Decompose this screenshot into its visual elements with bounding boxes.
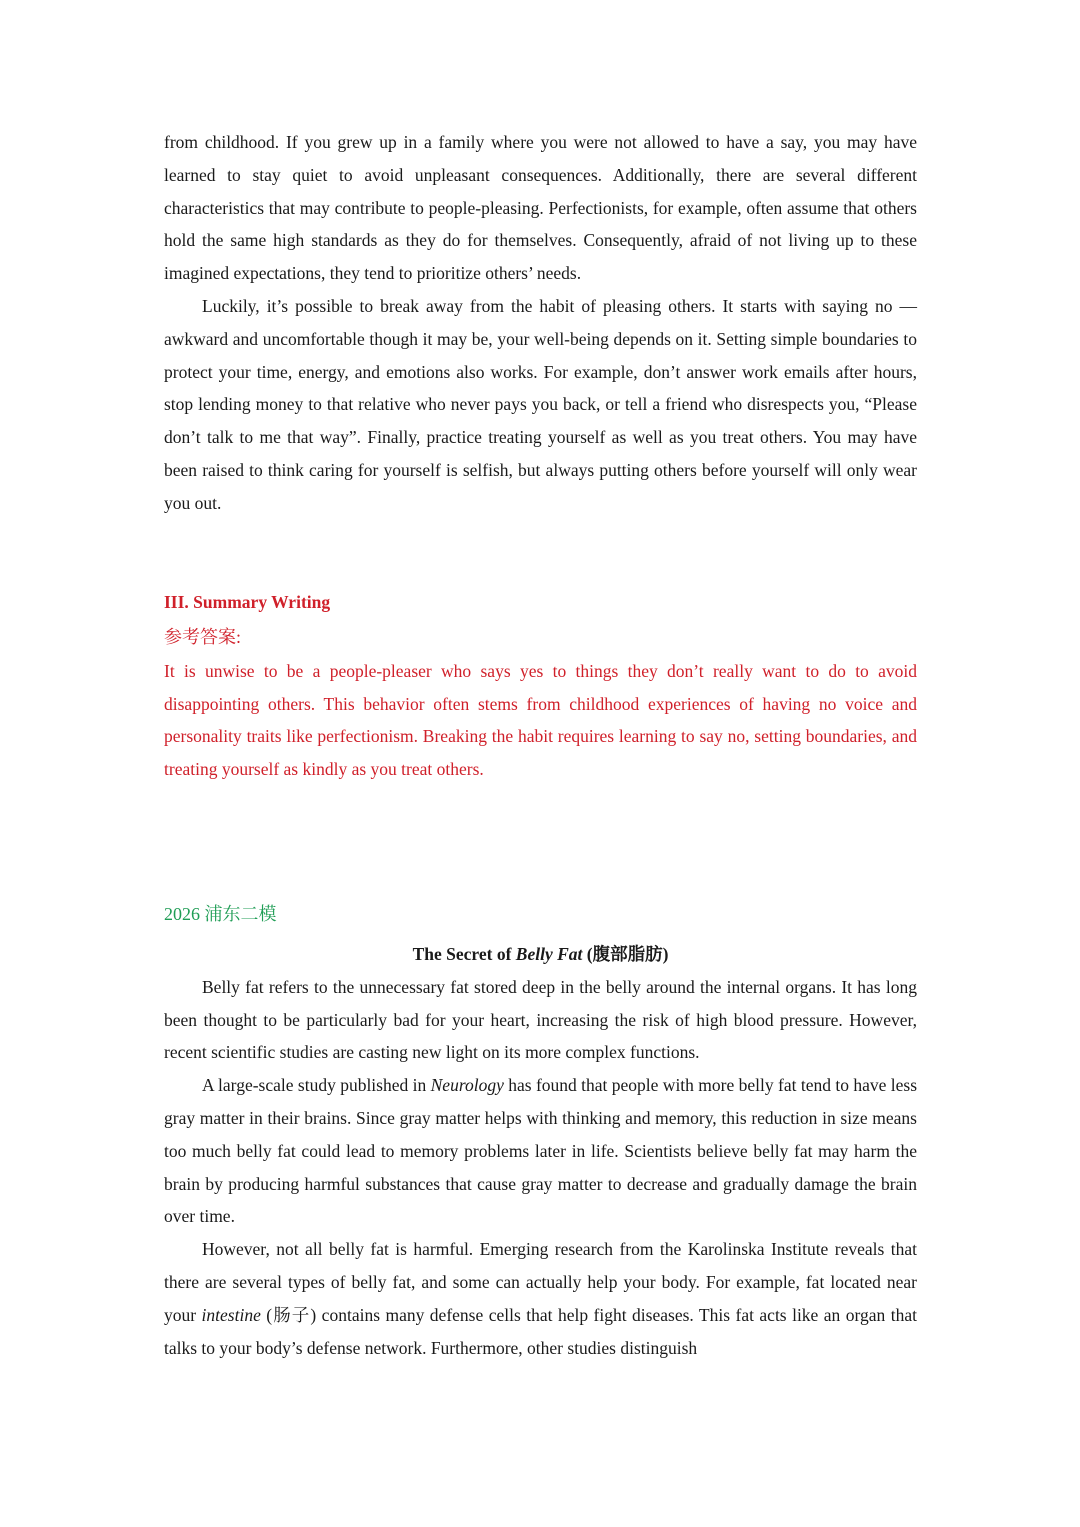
answer-label: 参考答案: [164,626,242,647]
article-paragraph-1: Belly fat refers to the unnecessary fat stored deep in the belly around the internal organs. It has long been thought to be particularly bad for your heart, increasing the risk of high blood pressure. However, recent scientific studies are casting new light on its more complex functions. [164,976,917,1063]
article-title [164,938,917,971]
summary-heading: III. Summary Writing [164,592,331,612]
article-p2-text-a: A large-scale study published in [202,1075,431,1096]
passage-paragraph-2: Luckily, it’s possible to break away from the habit of pleasing others. It starts with saying no — awkward and uncomfortable though it may be, your well-being depends on it. Setting simple boundaries to protect your time, energy, and emotions also works. For example, don’t answer work emails after hours, stop lending money to that relative who never pays you back, or tell a friend who disrespects you, “Please don’t talk to me that way”. Finally, practice treating yourself as well as you treat others. You may have been raised to think caring for yourself is selfish, but always putting others before yourself will only wear you out. [164,295,917,513]
summary-section [164,586,917,786]
article [164,938,917,1364]
article-title-suffix: (腹部脂肪) [582,944,669,964]
passage-continuation [164,126,917,520]
article-p2-journal: Neurology [430,1075,504,1096]
article-p3-term: intestine [201,1304,261,1325]
article-p3-text-a: However, not all belly fat is harmful. Emerging research from the Karolinska Institute reveals that there are several types of belly fat, and some can actually help your body. For example, fat located near your [164,1239,917,1325]
article-paragraph-2 [164,1069,917,1233]
article-paragraph-3 [164,1233,917,1364]
passage-paragraph-1: from childhood. If you grew up in a family where you were not allowed to have a say, you may have learned to stay quiet to avoid unpleasant consequences. Additionally, there are several different characteristics that may contribute to people-pleasing. Perfectionists, for example, often assume that others hold the same high standards as they do for themselves. Consequently, afraid of not living up to these imagined expectations, they tend to prioritize others’ needs. [164,132,917,284]
article-p3-text-b: (肠子) contains many defense cells that help fight diseases. This fat acts like an organ that talks to your body’s defense network. Furthermore, other studies distinguish [164,1304,918,1358]
exam-label-block [164,896,917,932]
summary-answer: It is unwise to be a people-pleaser who says yes to things they don’t really want to do to avoid disappointing others. This behavior often stems from childhood experiences of having no voice and personality traits like perfectionism. Breaking the habit requires learning to say no, setting boundaries, and treating yourself as kindly as you treat others. [164,660,917,780]
article-p2-text-b: has found that people with more belly fat tend to have less gray matter in their brains. Since gray matter helps with thinking and memory, this reduction in size means too much belly fat could lead to memory problems later in life. Scientists believe belly fat may harm the brain by producing harmful substances that cause gray matter to decrease and gradually damage the brain over time. [164,1075,918,1227]
article-title-italic: Belly Fat [515,944,583,964]
article-title-prefix: The Secret of [412,944,516,964]
exam-label: 2026 浦东二模 [164,904,277,924]
